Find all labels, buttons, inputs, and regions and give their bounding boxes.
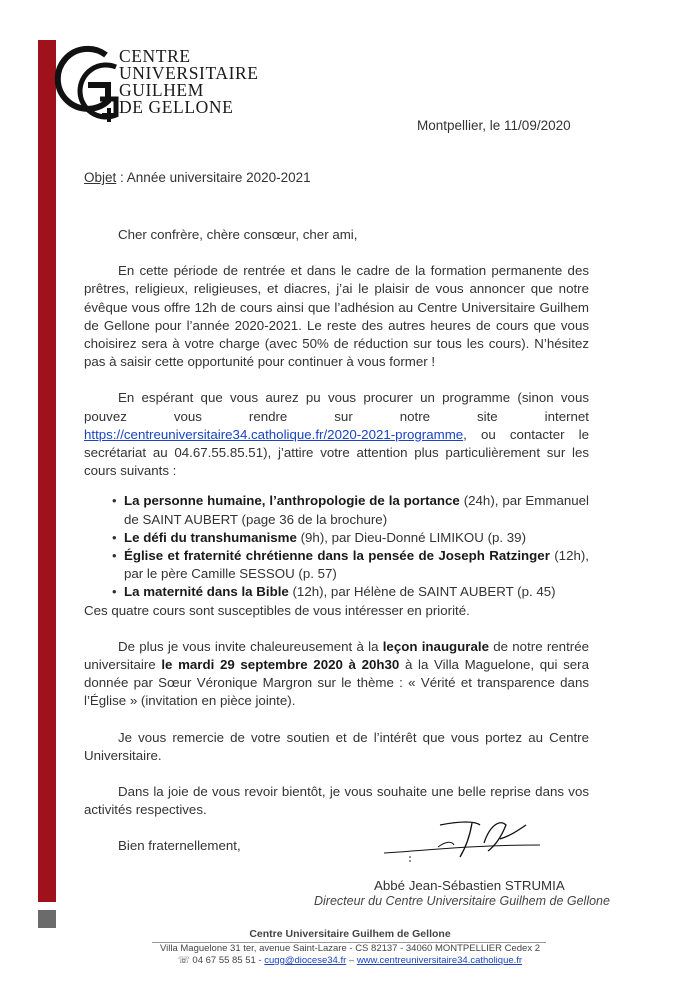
salutation: Cher confrère, chère consœur, cher ami, bbox=[118, 227, 358, 242]
program-link[interactable]: https://centreuniversitaire34.catholique.fr/2020-2021-programme bbox=[84, 426, 464, 442]
place-date: Montpellier, le 11/09/2020 bbox=[417, 118, 571, 133]
signatory-name: Abbé Jean-Sébastien STRUMIA bbox=[374, 878, 565, 893]
inaugural-text-a: De plus je vous invite chaleureusement à la bbox=[118, 638, 383, 654]
inaugural-emphasis: leçon inaugurale bbox=[382, 638, 489, 654]
course-title: La maternité dans la Bible bbox=[124, 584, 289, 600]
inaugural-text-c: de notre rentrée universitaire bbox=[84, 638, 589, 673]
closing: Bien fraternellement, bbox=[118, 838, 241, 854]
signatory-role: Directeur du Centre Universitaire Guilhem de Gellone bbox=[314, 894, 610, 908]
course-title: La personne humaine, l’anthropologie de la portance bbox=[124, 493, 460, 509]
list-item bbox=[124, 583, 589, 601]
paragraph-thanks: Je vous remercie de votre soutien et de l’intérêt que vous portez au Centre Universitaire. bbox=[84, 729, 589, 763]
list-item bbox=[124, 547, 589, 583]
inaugural-text-e: à la Villa Maguelone, qui sera donnée par Sœur Véronique Margron sur le thème : « Vérité et transparence dans l’Église » (invitation en pièce jointe). bbox=[84, 657, 589, 709]
program-text-after: , ou contacter le secrétariat au 04.67.55.85.51), j’attire votre attention plus particulièrement sur les cours suivants : bbox=[84, 426, 589, 479]
logo-wordmark bbox=[119, 48, 259, 116]
footer-address: Villa Maguelone 31 ter, avenue Saint-Lazare - CS 82137 - 34060 MONTPELLIER Cedex 2 bbox=[159, 943, 541, 954]
paragraph-intro: En cette période de rentrée et dans le cadre de la formation permanente des prêtres, religieux, religieuses, et diacres, j’ai le plaisir de vous annoncer que notre évêque vous offre 12h de cours ainsi que l’adhésion au Centre Universitaire Guilhem de Gellone pour l’année 2020-2021. Le reste des autres heures de cours que vous choisirez sera à votre charge (avec 50% de réduction sur tous les cours). N’hésitez pas à saisir cette opportunité pour continuer à vous former ! bbox=[84, 263, 589, 370]
logo-line: CENTRE bbox=[119, 46, 191, 66]
course-title: Le défi du transhumanisme bbox=[124, 529, 297, 545]
footer bbox=[120, 928, 580, 967]
footer-org: Centre Universitaire Guilhem de Gellone bbox=[249, 928, 451, 940]
course-detail: (12h), par le père Camille SESSOU (p. 57) bbox=[124, 548, 589, 582]
logo-line: GUILHEM bbox=[119, 80, 204, 100]
left-red-band bbox=[38, 40, 56, 902]
logo-line: UNIVERSITAIRE bbox=[119, 63, 259, 83]
course-detail: (9h), par Dieu-Donné LIMIKOU (p. 39) bbox=[296, 529, 526, 545]
paragraph-program bbox=[84, 389, 589, 480]
course-title: Église et fraternité chrétienne dans la pensée de Joseph Ratzinger bbox=[124, 548, 550, 564]
grey-square-marker bbox=[38, 910, 56, 928]
letter-body bbox=[84, 226, 589, 874]
footer-contact bbox=[120, 955, 580, 967]
program-text-before: En espérant que vous aurez pu vous procurer un programme (sinon vous pouvez vous rendre sur notre site internet bbox=[84, 390, 589, 424]
subject-separator: : bbox=[116, 170, 127, 185]
subject-text: Année universitaire 2020-2021 bbox=[126, 170, 311, 185]
paragraph-wishes: Dans la joie de vous revoir bientôt, je vous souhaite une belle reprise dans vos activités respectives. bbox=[84, 784, 589, 818]
handwritten-signature bbox=[380, 815, 570, 865]
course-detail: (24h), par Emmanuel de SAINT AUBERT (page 36 de la brochure) bbox=[124, 493, 589, 527]
footer-phone: ☏ 04 67 55 85 51 - bbox=[177, 955, 265, 966]
subject-line bbox=[84, 170, 311, 185]
logo-line: DE GELLONE bbox=[119, 97, 234, 117]
footer-dash: – bbox=[346, 955, 357, 966]
courses-note: Ces quatre cours sont susceptibles de vous intéresser en priorité. bbox=[84, 602, 470, 618]
list-item bbox=[124, 529, 589, 547]
subject-label: Objet bbox=[84, 170, 117, 185]
course-detail: (12h), par Hélène de SAINT AUBERT (p. 45) bbox=[288, 584, 556, 600]
footer-email-link[interactable]: cugg@diocese34.fr bbox=[264, 955, 347, 966]
paragraph-inaugural bbox=[84, 638, 589, 711]
course-list bbox=[84, 492, 589, 601]
list-item bbox=[124, 492, 589, 528]
footer-website-link[interactable]: www.centreuniversitaire34.catholique.fr bbox=[356, 955, 523, 966]
inaugural-date: le mardi 29 septembre 2020 à 20h30 bbox=[161, 657, 400, 673]
